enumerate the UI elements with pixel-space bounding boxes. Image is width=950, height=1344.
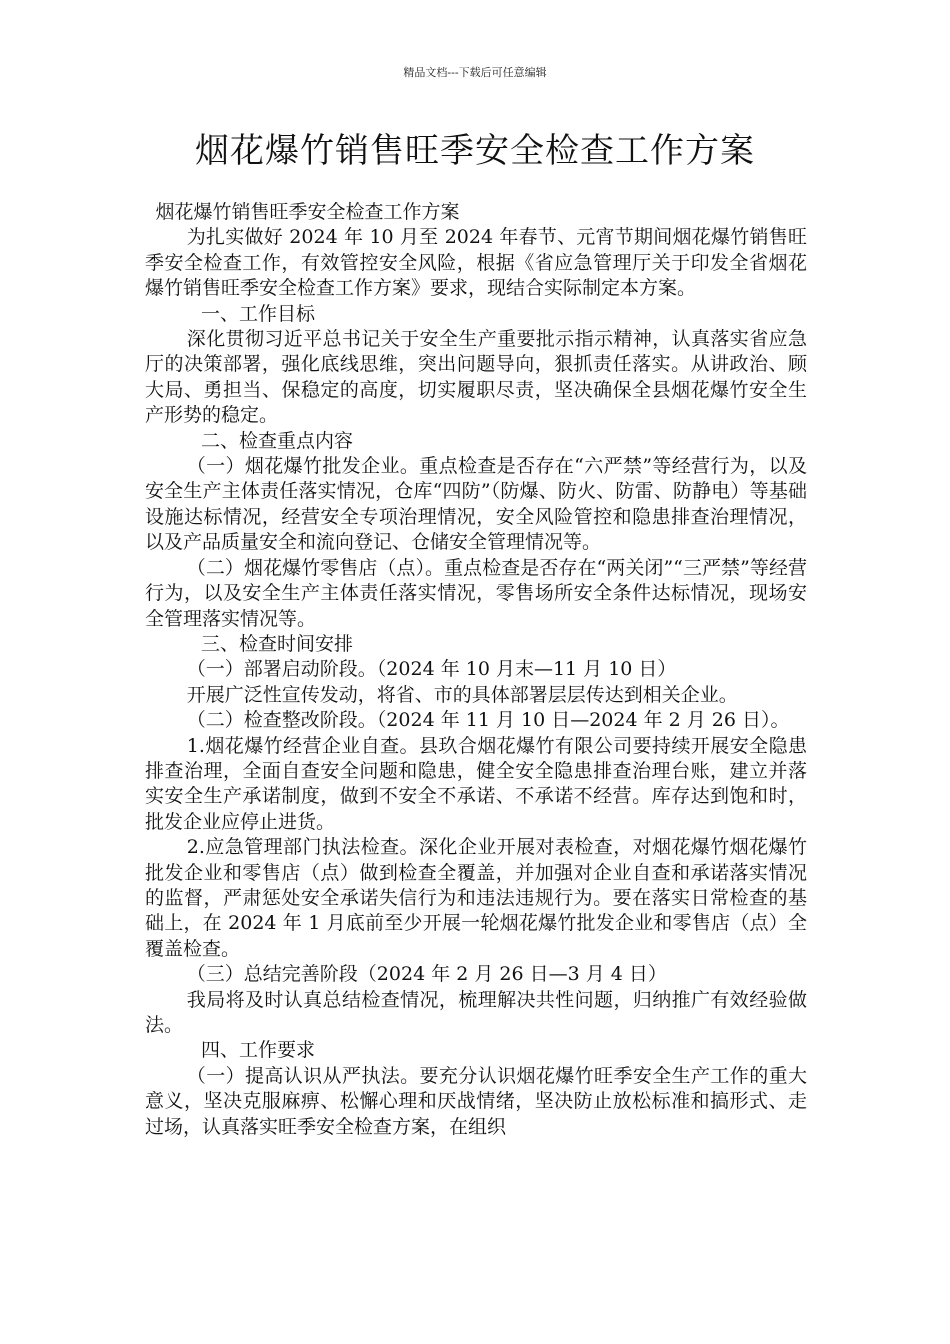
document-subtitle: 烟花爆竹销售旺季安全检查工作方案 — [155, 201, 460, 223]
section-heading-requirements: 四、工作要求 — [201, 1039, 316, 1062]
paragraph-phase-launch: （一）部署启动阶段。（2024 年 10 月末—11 月 10 日） — [186, 658, 677, 681]
header-note: 精品文档---下载后可任意编辑 — [403, 66, 547, 79]
paragraph-wholesale: （一）烟花爆竹批发企业。重点检查是否存在“六严禁”等经营行为，以及安全生产主体责任落实情况，仓库“四防”（防爆、防火、防雷、防静电）等基础设施达标情况，经营安全专项治理情况，安全风险管控和隐患排查治理情况，以及产品质量安全和流向登记、仓储安全管理情况等。 — [145, 455, 807, 554]
document-body — [145, 200, 807, 1140]
paragraph-summary-detail: 我局将及时认真总结检查情况，梳理解决共性问题，归纳推广有效经验做法。 — [145, 988, 807, 1036]
paragraph-phase-summary: （三）总结完善阶段（2024 年 2 月 26 日—3 月 4 日） — [186, 963, 667, 986]
paragraph-enforcement: 2.应急管理部门执法检查。深化企业开展对表检查，对烟花爆竹烟花爆竹批发企业和零售店（点）做到检查全覆盖，并加强对企业自查和承诺落实情况的监督，严肃惩处安全承诺失信行为和违法违规行为。要在落实日常检查的基础上，在 2024 年 1 月底前至少开展一轮烟花爆竹批发企业和零售店（点）全覆盖检查。 — [145, 836, 807, 960]
document-title: 烟花爆竹销售旺季安全检查工作方案 — [195, 131, 755, 171]
section-heading-inspection-focus: 二、检查重点内容 — [201, 429, 354, 452]
paragraph-requirement-1: （一）提高认识从严执法。要充分认识烟花爆竹旺季安全生产工作的重大意义，坚决克服麻痹、松懈心理和厌战情绪，坚决防止放松标准和搞形式、走过场，认真落实旺季安全检查方案，在组织 — [145, 1064, 807, 1138]
paragraph-launch-detail: 开展广泛性宣传发动，将省、市的具体部署层层传达到相关企业。 — [186, 683, 738, 706]
section-heading-goals: 一、工作目标 — [201, 302, 316, 325]
paragraph-self-inspection: 1.烟花爆竹经营企业自查。县玖合烟花爆竹有限公司要持续开展安全隐患排查治理，全面自查安全问题和隐患，健全安全隐患排查治理台账，建立并落实安全生产承诺制度，做到不安全不承诺、不承诺不经营。库存达到饱和时，批发企业应停止进货。 — [145, 734, 807, 833]
paragraph-phase-inspection: （二）检查整改阶段。（2024 年 11 月 10 日—2024 年 2 月 26 日）。 — [186, 709, 790, 732]
paragraph-intro: 为扎实做好 2024 年 10 月至 2024 年春节、元宵节期间烟花爆竹销售旺季安全检查工作，有效管控安全风险，根据《省应急管理厅关于印发全省烟花爆竹销售旺季安全检查工作方案》要求，现结合实际制定本方案。 — [145, 226, 807, 300]
section-heading-schedule: 三、检查时间安排 — [201, 632, 354, 655]
paragraph-retail: （二）烟花爆竹零售店（点）。重点检查是否存在“两关闭”“三严禁”等经营行为，以及安全生产主体责任落实情况，零售场所安全条件达标情况，现场安全管理落实情况等。 — [145, 556, 807, 630]
paragraph-goals: 深化贯彻习近平总书记关于安全生产重要批示指示精神，认真落实省应急厅的决策部署，强化底线思维，突出问题导向，狠抓责任落实。从讲政治、顾大局、勇担当、保稳定的高度，切实履职尽责，坚决确保全县烟花爆竹安全生产形势的稳定。 — [145, 328, 807, 427]
